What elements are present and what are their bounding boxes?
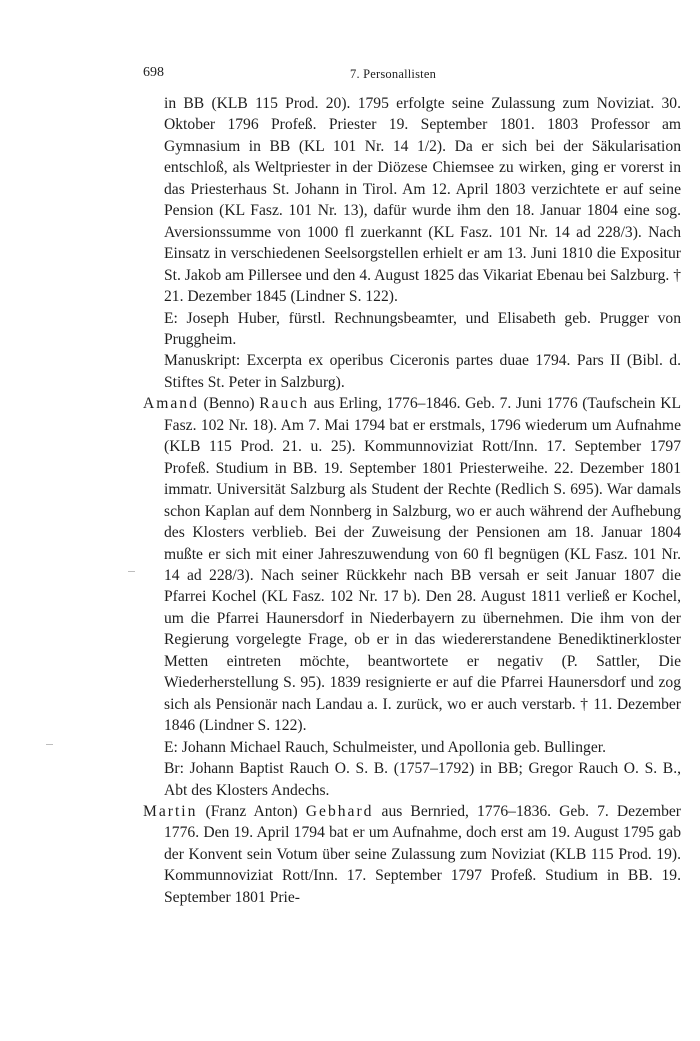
entry-siblings: Br: Johann Baptist Rauch O. S. B. (1757–1792) in BB; Gregor Rauch O. S. B., Abt des Klosters Andechs. [164, 760, 681, 799]
entry-baptismal-name: (Franz Anton) [197, 802, 306, 820]
entry-name: Amand [143, 395, 199, 413]
continuation-bio: in BB (KLB 115 Prod. 20). 1795 erfolgte seine Zulassung zum Noviziat. 30. Oktober 1796 Profeß. Priester 19. September 1801. 1803 Professor am Gymnasium in BB (KL 101 Nr. 14 1/2). Da er sich bei der Säkularisation entschloß, als Weltpriester in der Diözese Chiemsee zu wirken, ging er vorerst in das Priesterhaus St. Johann in Tirol. Am 12. April 1803 verzichtete er auf seine Pension (KL Fasz. 101 Nr. 13), dafür wurde ihm den 18. Januar 1804 eine sog. Aversionssumme von 1000 fl zuerkannt (KL Fasz. 101 Nr. 14 ad 228/3). Nach Einsatz in verschiedenen Seelsorgstellen erhielt er am 13. Juni 1810 die Expositur St. Jakob am Pillersee und den 4. August 1825 das Vikariat Ebenau bei Salzburg. † 21. Dezember 1845 (Lindner S. 122). [164, 95, 681, 306]
margin-mark [46, 744, 53, 745]
entry-bio: aus Bernried, 1776–1836. Geb. 7. Dezember 1776. Den 19. April 1794 bat er um Aufnahme, doch erst am 19. August 1795 gab der Konvent sein Votum über seine Zulassung zum Noviziat (KLB 115 Prod. 19). Kommunnoviziat Rott/Inn. 17. September 1797 Profeß. Studium in BB. 19. September 1801 Prie- [164, 802, 681, 906]
margin-mark [128, 571, 135, 572]
entry-baptismal-name: (Benno) [198, 395, 260, 413]
entry-gebhard [143, 801, 681, 908]
entry-name: Martin [143, 802, 198, 820]
entry-bio: aus Erling, 1776–1846. Geb. 7. Juni 1776 (Taufschein KL Fasz. 102 Nr. 18). Am 7. Mai 1794 bat er erstmals, 1796 wiederum um Aufnahme (KLB 115 Prod. 21. u. 25). Kommunnoviziat Rott/Inn. 17. September 1797 Profeß. Studium in BB. 19. September 1801 Priesterweihe. 22. Dezember 1801 immatr. Universität Salzburg als Student der Rechte (Redlich S. 695). War damals schon Kaplan auf dem Nonnberg in Salzburg, wo er auch während der Aufhebung des Klosters verblieb. Bei der Zuweisung der Pensionen am 18. Januar 1804 mußte er sich mit einer Jahreszuwendung von 60 fl begnügen (KL Fasz. 101 Nr. 14 ad 228/3). Nach seiner Rückkehr nach BB versah er seit Januar 1807 die Pfarrei Kochel (KL Fasz. 102 Nr. 17 b). Den 28. August 1811 verließ er Kochel, um die Pfarrei Haunersdorf in Niederbayern zu übernehmen. Die ihm von der Regierung vorgelegte Frage, ob er in das wiedererstandene Benediktinerkloster Metten eintreten möchte, beantwortete er negativ (P. Sattler, Die Wiederherstellung S. 95). 1839 resignierte er auf die Pfarrei Haunersdorf und zog sich als Pensionär nach Landau a. I. zurück, wo er auch verstarb. † 11. Dezember 1846 (Lindner S. 122). [164, 395, 681, 735]
entry-parents: E: Johann Michael Rauch, Schulmeister, und Apollonia geb. Bullinger. [164, 738, 606, 756]
running-head: 7. Personallisten [350, 67, 437, 81]
body-text [143, 93, 681, 908]
entry-surname: Rauch [259, 395, 310, 413]
entry-rauch [143, 393, 681, 736]
page-number: 698 [143, 65, 164, 80]
continuation-manuscript: Manuskript: Excerpta ex operibus Ciceronis partes duae 1794. Pars II (Bibl. d. Stiftes St. Peter in Salzburg). [164, 352, 681, 391]
entry-surname: Gebhard [305, 802, 374, 820]
continuation-parents: E: Joseph Huber, fürstl. Rechnungsbeamter, und Elisabeth geb. Prugger von Pruggheim. [164, 309, 681, 348]
